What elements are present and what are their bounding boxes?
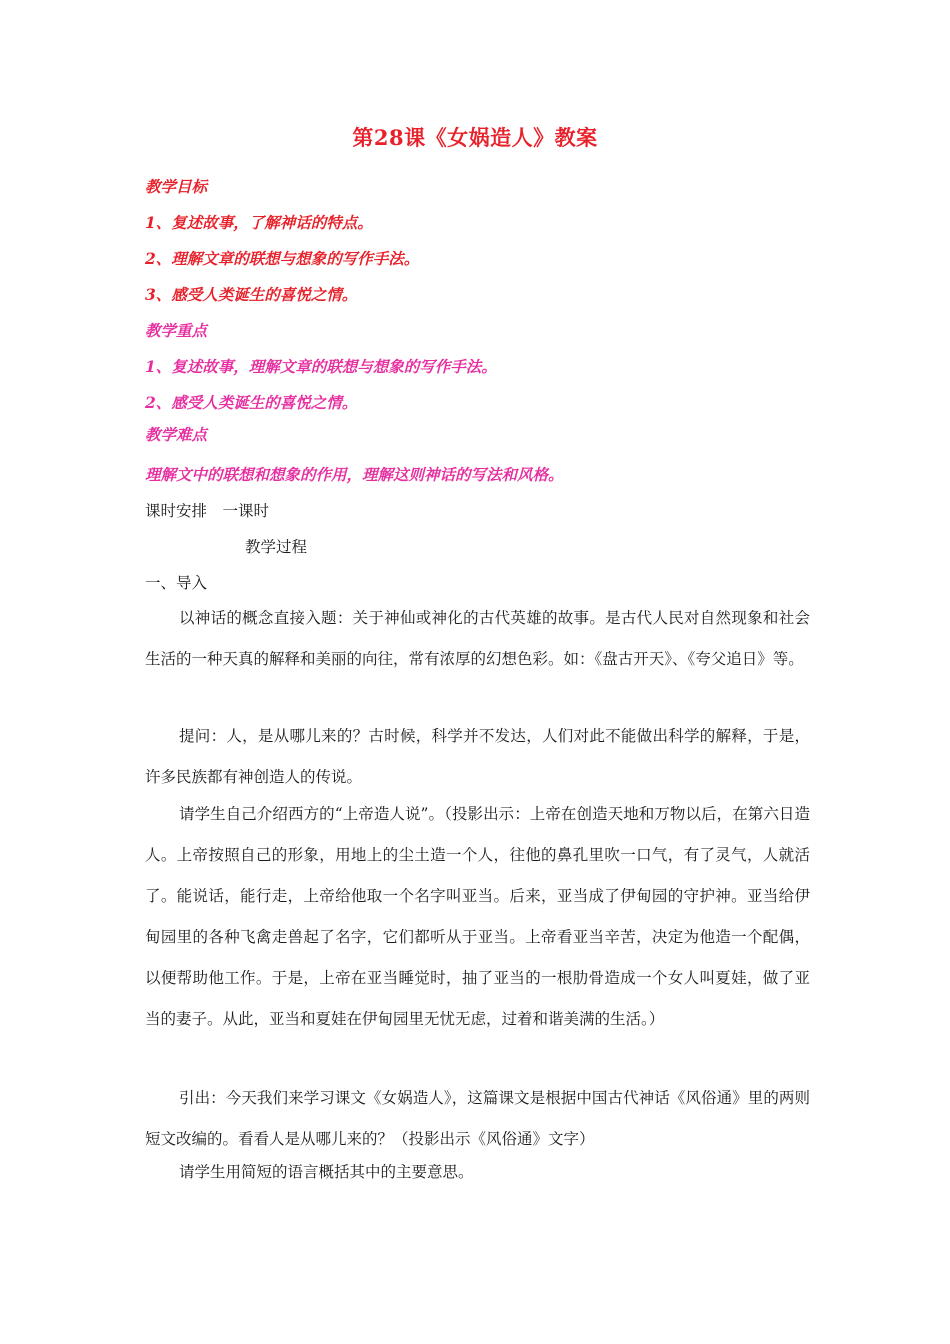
key-point-item: 2、感受人类诞生的喜悦之情。: [145, 393, 358, 412]
difficulty-heading: 教学难点: [145, 425, 208, 444]
section-heading: 一、导入: [145, 574, 208, 592]
objective-item: 3、感受人类诞生的喜悦之情。: [145, 285, 358, 304]
paragraph: 请学生自己介绍西方的“上帝造人说”。（投影出示：上帝在创造天地和万物以后，在第六日造人。上帝按照自己的形象，用地上的尘土造一个人，往他的鼻孔里吹一口气，有了灵气，人就活了。能说话，能行走，上帝给他取一个名字叫亚当。后来，亚当成了伊甸园的守护神。亚当给伊甸园里的各种飞禽走兽起了名字，它们都听从于亚当。上帝看亚当辛苦，决定为他造一个配偶，以便帮助他工作。于是，上帝在亚当睡觉时，抽了亚当的一根肋骨造成一个女人叫夏娃，做了亚当的妻子。从此，亚当和夏娃在伊甸园里无忧无虑，过着和谐美满的生活。）: [145, 805, 810, 1028]
objective-item: 2、理解文章的联想与想象的写作手法。: [145, 249, 420, 268]
paragraph: 请学生用简短的语言概括其中的主要意思。: [179, 1163, 474, 1181]
paragraph: 提问：人，是从哪儿来的？古时候，科学并不发达，人们对此不能做出科学的解释，于是，许多民族都有神创造人的传说。: [145, 727, 810, 786]
difficulty-text: 理解文中的联想和想象的作用，理解这则神话的写法和风格。: [145, 465, 564, 484]
objective-item: 1、复述故事，了解神话的特点。: [145, 213, 373, 232]
schedule-line: 课时安排 一课时: [145, 502, 270, 520]
paragraph: 以神话的概念直接入题：关于神仙或神化的古代英雄的故事。是古代人民对自然现象和社会生活的一种天真的解释和美丽的向往，常有浓厚的幻想色彩。如：《盘古开天》、《夸父追日》等。: [145, 609, 810, 668]
paragraph: 引出：今天我们来学习课文《女娲造人》，这篇课文是根据中国古代神话《风俗通》里的两则短文改编的。看看人是从哪儿来的？（投影出示《风俗通》文字）: [145, 1089, 810, 1148]
key-points-heading: 教学重点: [145, 321, 208, 340]
objectives-heading: 教学目标: [145, 177, 208, 196]
process-heading: 教学过程: [245, 538, 308, 556]
document-title: 第28课《女娲造人》教案: [352, 125, 598, 150]
key-point-item: 1、复述故事，理解文章的联想与想象的写作手法。: [145, 357, 497, 376]
